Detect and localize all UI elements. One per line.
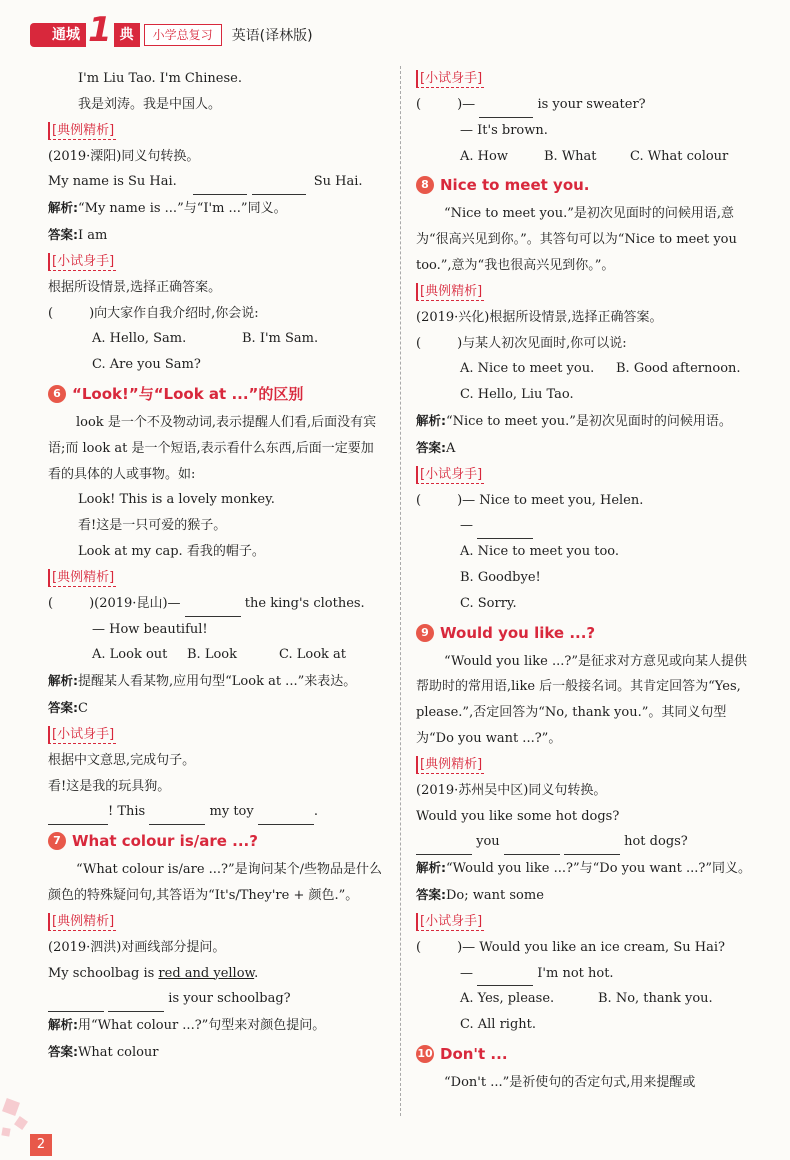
options-line: A. How B. What C. What colour [460, 148, 729, 164]
example-label: [典例精析] [416, 283, 484, 301]
brand-logo-one: 1 [88, 10, 112, 50]
analysis-line: 解析:“Nice to meet you.”是初次见面时的问候用语。 [416, 412, 732, 429]
corner-decoration [14, 1116, 28, 1130]
options-line: C. Are you Sam? [92, 357, 201, 373]
text-line: 看!这是一只可爱的猴子。 [78, 518, 227, 534]
options-line: C. Sorry. [460, 595, 517, 611]
corner-decoration [1, 1127, 10, 1136]
question-line: ( )— is your sweater? [416, 92, 752, 118]
corner-decoration [2, 1098, 20, 1116]
brand-name-2: 典 [114, 23, 140, 47]
brand-name: 通城 [30, 23, 86, 47]
section-heading: 10 Don't ... [417, 1044, 508, 1063]
section-number: 10 [416, 1045, 434, 1063]
example-label: [典例精析] [48, 122, 116, 140]
text-line: 看!这是我的玩具狗。 [48, 778, 171, 794]
section-heading: 8 Nice to meet you. [416, 171, 752, 199]
practice-label: [小试身手] [416, 70, 484, 88]
answer-line: 答案:I am [48, 226, 108, 243]
question-line: you hot dogs? [416, 829, 752, 855]
answer-line: 答案:A [416, 439, 456, 456]
text-line: 我是刘涛。我是中国人。 [78, 96, 222, 112]
analysis-line: 解析:用“What colour ...?”句型来对颜色提问。 [48, 1017, 326, 1034]
question-line: ( )与某人初次见面时,你可以说: [416, 335, 627, 351]
paragraph: “Nice to meet you.”是初次见面时的问候用语,意为“很高兴见到你。”。其答句可以为“Nice to meet you too.”,意为“我也很高兴见到你。”。 [416, 206, 737, 273]
example-label: [典例精析] [416, 756, 484, 774]
analysis-line: 解析:“Would you like ...?”与“Do you want ...?”同义。 [416, 860, 751, 877]
right-column [416, 66, 752, 1096]
question-source: (2019·溧阳)同义句转换。 [48, 148, 200, 164]
paragraph: “Would you like ...?”是征求对方意见或向某人提供帮助时的常用语,like 后一般接名词。其肯定回答为“Yes, please.”,否定回答为“No, thank you.”。其同义句型为“Do you want ...?”。 [416, 653, 748, 746]
question-line: Would you like some hot dogs? [416, 808, 620, 824]
question-line: ( )向大家作自我介绍时,你会说: [48, 305, 259, 321]
left-column [48, 66, 383, 1066]
options-line: A. Look out B. Look C. Look at [92, 647, 347, 663]
answer-line: 答案:Do; want some [416, 886, 544, 903]
options-line: A. Nice to meet you. B. Good afternoon. [460, 361, 741, 377]
instruction-line: 根据中文意思,完成句子。 [48, 752, 196, 768]
text-line: Look at my cap. 看我的帽子。 [78, 543, 265, 559]
question-source: (2019·兴化)根据所设情景,选择正确答案。 [416, 309, 663, 325]
paragraph: “What colour is/are ...?”是询问某个/些物品是什么颜色的特殊疑问句,其答语为“It's/They're + 颜色.”。 [48, 862, 383, 903]
analysis-line: 解析:提醒某人看某物,应用句型“Look at ...”来表达。 [48, 673, 357, 690]
question-line: — I'm not hot. [416, 961, 752, 987]
section-number: 6 [48, 385, 66, 403]
paragraph: look 是一个不及物动词,表示提醒人们看,后面没有宾语;而 look at 是一个短语,表示看什么东西,后面一定要加看的具体的人或事物。如: [48, 414, 377, 482]
example-label: [典例精析] [48, 569, 116, 587]
practice-label: [小试身手] [48, 253, 116, 271]
answer-line: 答案:C [48, 699, 88, 716]
practice-label: [小试身手] [416, 466, 484, 484]
practice-label: [小试身手] [48, 726, 116, 744]
text-line: — How beautiful! [92, 621, 208, 637]
section-heading: 7 What colour is/are ...? [48, 827, 383, 855]
question-source: (2019·苏州吴中区)同义句转换。 [416, 782, 607, 798]
text-line: Look! This is a lovely monkey. [78, 492, 275, 508]
section-heading: 6 “Look!”与“Look at ...”的区别 [48, 380, 383, 408]
series-tag: 小学总复习 [144, 24, 222, 46]
section-number: 8 [416, 176, 434, 194]
text-line: — It's brown. [460, 122, 548, 138]
page-header [30, 10, 313, 50]
subject-label: 英语(译林版) [231, 28, 313, 44]
page-number: 2 [30, 1134, 52, 1156]
question-line: is your schoolbag? [48, 986, 383, 1012]
question-line: My name is Su Hai. Su Hai. [48, 169, 383, 195]
instruction-line: 根据所设情景,选择正确答案。 [48, 279, 222, 295]
options-line: B. Goodbye! [460, 569, 541, 585]
question-line: ( )(2019·昆山)— the king's clothes. [48, 591, 383, 617]
question-line: ! This my toy . [48, 799, 383, 825]
text-line: I'm Liu Tao. I'm Chinese. [78, 71, 242, 86]
answer-line: 答案:What colour [48, 1043, 159, 1060]
question-line: My schoolbag is red and yellow. [48, 965, 259, 981]
practice-label: [小试身手] [416, 913, 484, 931]
analysis-line: 解析:“My name is ...”与“I'm ...”同义。 [48, 200, 287, 217]
section-number: 9 [416, 624, 434, 642]
options-line: C. Hello, Liu Tao. [460, 387, 574, 403]
options-line: C. All right. [460, 1017, 537, 1033]
question-line: ( )— Would you like an ice cream, Su Hai? [416, 939, 725, 955]
example-label: [典例精析] [48, 913, 116, 931]
section-number: 7 [48, 832, 66, 850]
paragraph: “Don't ...”是祈使句的否定句式,用来提醒或 [444, 1074, 696, 1090]
question-source: (2019·泗洪)对画线部分提问。 [48, 939, 226, 955]
options-line: A. Yes, please. B. No, thank you. [460, 991, 713, 1007]
options-line: A. Nice to meet you too. [460, 544, 620, 560]
section-heading: 9 Would you like ...? [416, 619, 752, 647]
question-line: ( )— Nice to meet you, Helen. [416, 492, 644, 508]
options-line: A. Hello, Sam. B. I'm Sam. [92, 331, 319, 347]
question-line: — [416, 513, 752, 539]
column-divider [400, 66, 401, 1116]
